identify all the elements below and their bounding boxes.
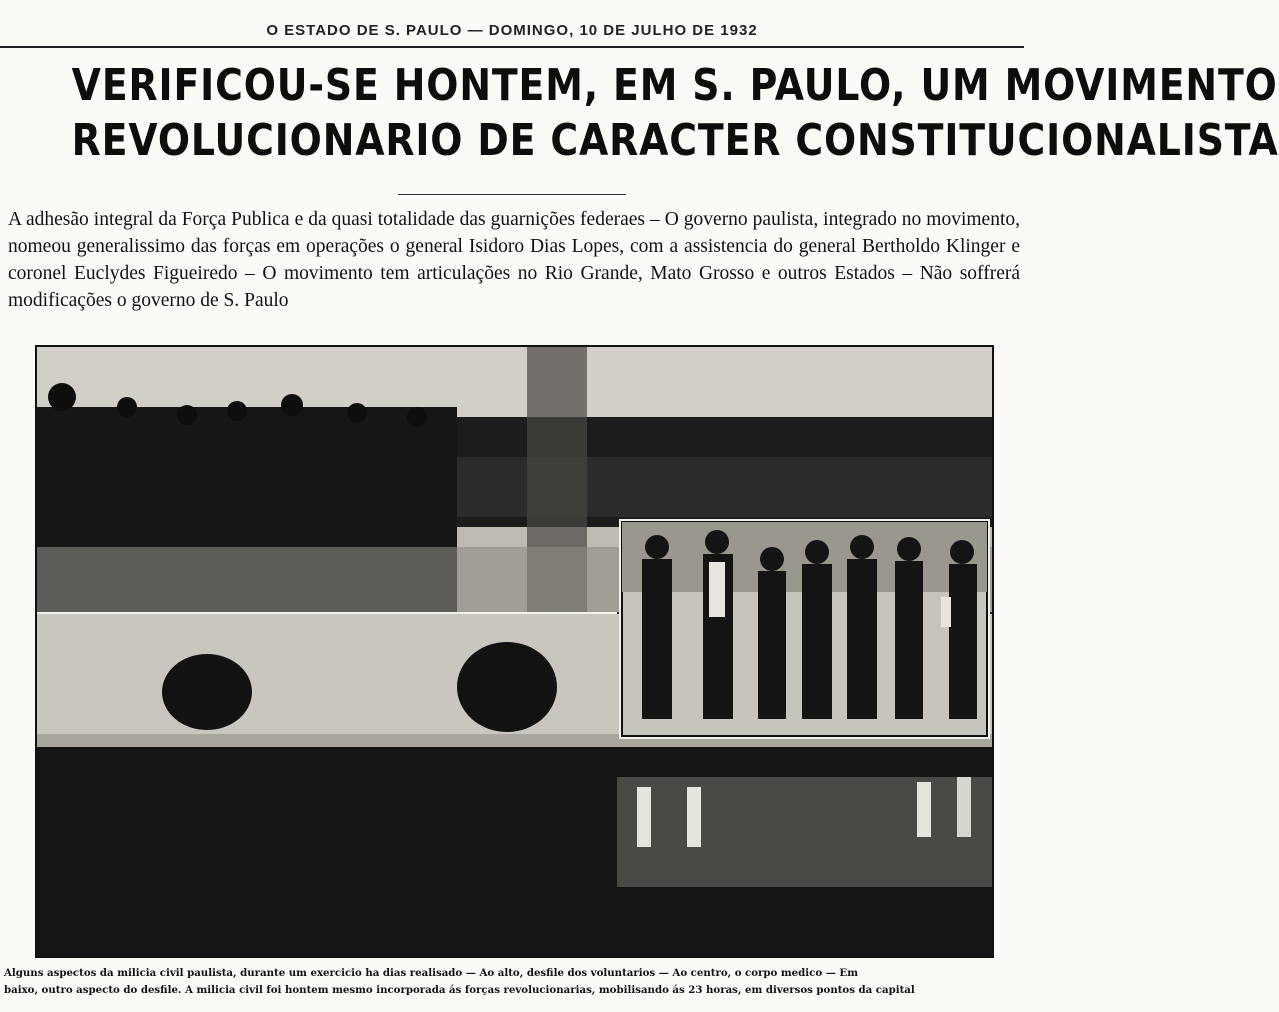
news-photo-collage	[35, 345, 994, 958]
headline	[71, 58, 1279, 168]
headline-divider	[398, 194, 626, 195]
masthead-rule	[0, 46, 1024, 48]
headline-line-2: REVOLUCIONARIO DE CARACTER CONSTITUCIONALISTA	[71, 115, 1279, 166]
masthead: O ESTADO DE S. PAULO — DOMINGO, 10 DE JULHO DE 1932	[266, 22, 758, 39]
caption-line-1: Alguns aspectos da milicia civil paulista, durante um exercicio ha dias realisado — Ao alto, desfile dos voluntarios — Ao centro, o corpo medico — Em	[4, 967, 858, 979]
photo-caption	[4, 965, 1020, 999]
inset-photo-medical-corps	[619, 519, 990, 739]
subheadline: A adhesão integral da Força Publica e da quasi totalidade das guarnições federaes – O governo paulista, integrado no movimento, nomeou generalissimo das forças em operações o general Isidoro Dias Lopes, com a assistencia do general Bertholdo Klinger e coronel Euclydes Figueiredo – O movimento tem articulações no Rio Grande, Mato Grosso e outros Estados – Não soffrerá modificações o governo de S. Paulo	[8, 209, 1020, 311]
caption-line-2: baixo, outro aspecto do desfile. A milicia civil foi hontem mesmo incorporada ás forças revolucionarias, mobilisando ás 23 horas, em diversos pontos da capital	[4, 984, 915, 996]
headline-line-1: VERIFICOU-SE HONTEM, EM S. PAULO, UM MOVIMENTO	[71, 60, 1278, 111]
